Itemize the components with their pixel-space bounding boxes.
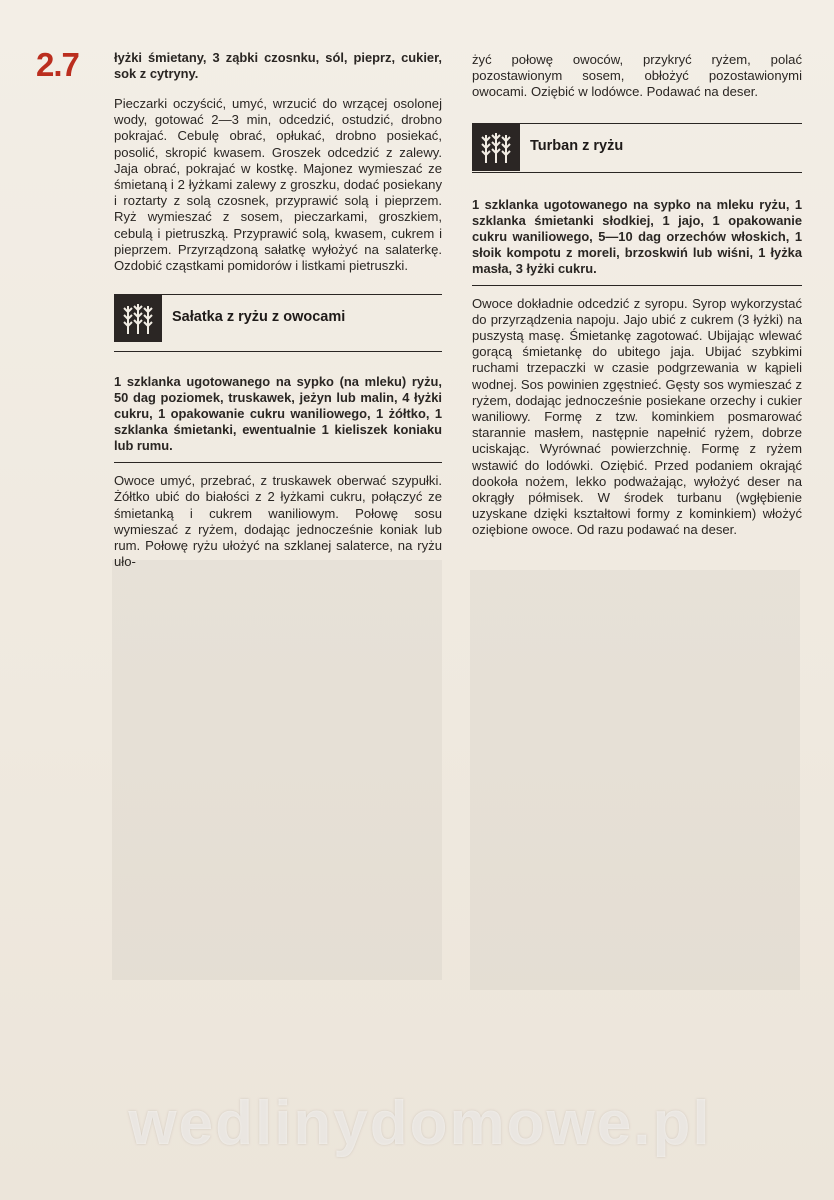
heading-rule bbox=[114, 351, 442, 352]
recipe-title: Sałatka z ryżu z owocami bbox=[172, 309, 346, 326]
recipe-heading bbox=[472, 121, 802, 173]
right-column bbox=[472, 52, 802, 539]
method-text: Pieczarki oczyścić, umyć, wrzucić do wrzącej osolonej wody, gotować 2—3 min, odcedzić, ostudzić, drobno pokrajać. Cebulę obrać, opłukać, drobno posiekać, posolić, skropić kwasem. Groszek odcedzić z zalewy. Jaja obrać, pokrajać w kostkę. Majonez wymieszać ze śmietaną i 2 łyżkami zalewy z groszku, dodać posiekany i roztarty z solą czosnek, przyprawić solą i pieprzem. Ryż wymieszać z sosem, pieczarkami, groszkiem, cebulą i pietruszką. Przyprawić solą, kwasem, cukrem i pieprzem. Przyrządzoną sałatkę wyłożyć na salaterkę. Ozdobić cząstkami pomidorów i listkami pietruszki. bbox=[114, 96, 442, 274]
ingredients-continuation: łyżki śmietany, 3 ząbki czosnku, sól, pieprz, cukier, sok z cytryny. bbox=[114, 50, 442, 81]
wheat-ears-icon bbox=[472, 123, 520, 171]
recipe-method: Owoce dokładnie odcedzić z syropu. Syrop wykorzystać do przyrządzenia napoju. Jajo ubić z cukrem (3 łyżki) na puszystą masę. Śmietankę zagotować. Ubijając wlewać gorącą śmietankę do ubitego jaja. Ubijać szybkimi ruchami trzepaczki w czasie podgrzewania w kąpieli wodnej. Sos powinien zgęstnieć. Gęsty sos wymieszać z ryżem, dodając jednocześnie posiekane orzechy i cukier waniliowy. Formę z tzw. kominkiem posmarować starannie masłem, następnie napełnić ryżem, dobrze uciskając. Wyrównać powierzchnię. Formę z ryżem wstawić do lodówki. Oziębić. Przed podaniem okrająć dookoła nożem, lekko podważając, wyłożyć deser na okrągły półmisek. W środek turbanu (wgłębienie uzyskane dzięki kształtowi formy z kominkiem) włożyć oziębione owoce. Od razu podawać na deser. bbox=[472, 295, 802, 538]
wheat-ears-icon bbox=[114, 294, 162, 342]
method-continuation: żyć połowę owoców, przykryć ryżem, polać pozostawionym sosem, obłożyć pozostawionymi owocami. Oziębić w lodówce. Podawać na deser. bbox=[472, 52, 802, 100]
heading-rule bbox=[472, 123, 802, 124]
watermark: wedlinydomowe.pl bbox=[128, 1089, 712, 1158]
section-number: 2.7 bbox=[36, 46, 79, 83]
heading-rule bbox=[472, 172, 802, 173]
left-column bbox=[114, 50, 442, 570]
recipe-ingredients: 1 szklanka ugotowanego na sypko na mleku ryżu, 1 szklanka śmietanki słodkiej, 1 jajo, 1 opakowanie cukru waniliowego, 5—10 dag orzechów włoskich, 1 słoik kompotu z moreli, brzoskwiń lub wiśni, 1 łyżka masła, 3 łyżki cukru. bbox=[472, 196, 802, 276]
bleed-through-area bbox=[470, 570, 800, 990]
recipe-ingredients: 1 szklanka ugotowanego na sypko (na mleku) ryżu, 50 dag poziomek, truskawek, jeżyn lub malin, 4 łyżki cukru, 1 opakowanie cukru waniliowego, 1 żółtko, 1 szklanka śmietanki, ewentualnie 1 kieliszek koniaku lub rumu. bbox=[114, 374, 442, 454]
recipe-method: Owoce umyć, przebrać, z truskawek oberwać szypułki. Żółtko ubić do białości z 2 łyżkami cukru, połączyć ze śmietanką i cukrem waniliowym. Połowę sosu wymieszać z ryżem, dodając jednocześnie koniak lub rum. Połowę ryżu ułożyć na szklanej salaterce, na ryżu uło- bbox=[114, 473, 442, 570]
recipe-title: Turban z ryżu bbox=[530, 137, 624, 154]
bleed-through-area bbox=[112, 560, 442, 980]
heading-rule bbox=[114, 294, 442, 295]
recipe-heading bbox=[114, 292, 442, 352]
